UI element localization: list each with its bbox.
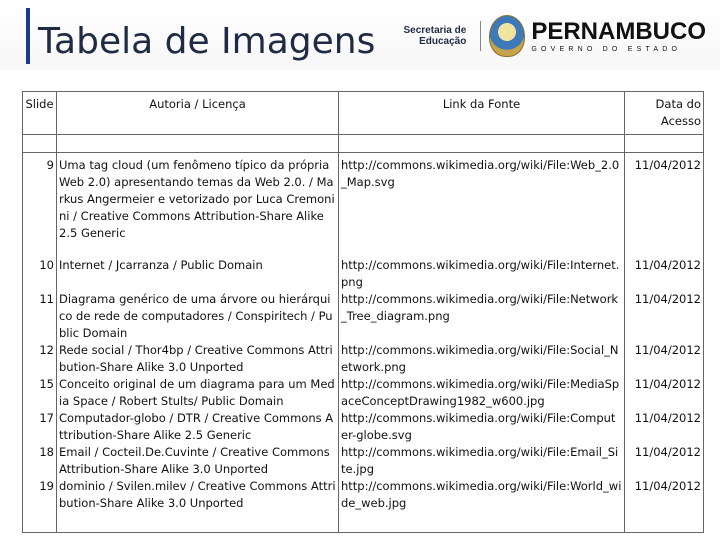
source-link[interactable]: http://commons.wikimedia.org/wiki/File:World_wide_web.jpg: [339, 478, 625, 533]
table-row: [23, 342, 704, 376]
table-row: [23, 153, 704, 258]
access-date: 11/04/2012: [625, 444, 704, 478]
table-row: [23, 257, 704, 291]
table-spacer-row: [23, 135, 704, 153]
secretaria-label: Secretaria de Educação: [403, 25, 467, 47]
column-header-date: Data do Acesso: [625, 92, 704, 135]
state-name: PERNAMBUCO: [531, 17, 706, 45]
brand-divider: [480, 21, 481, 51]
author-license: Diagrama genérico de uma árvore ou hierárquico de rede de computadores / Conspiritech / Public Domain: [57, 291, 339, 342]
access-date: 11/04/2012: [625, 257, 704, 291]
table-row: [23, 291, 704, 342]
column-header-author: Autoria / Licença: [57, 92, 339, 135]
slide-number: 11: [23, 291, 57, 342]
title-accent-bar: [26, 8, 30, 64]
government-brand: [404, 12, 707, 60]
slide-number: 17: [23, 410, 57, 444]
access-date: 11/04/2012: [625, 291, 704, 342]
author-license: Internet / Jcarranza / Public Domain: [57, 257, 339, 291]
author-license: Email / Cocteil.De.Cuvinte / Creative Commons Attribution-Share Alike 3.0 Unported: [57, 444, 339, 478]
source-link[interactable]: http://commons.wikimedia.org/wiki/File:Email_Site.jpg: [339, 444, 625, 478]
source-link[interactable]: http://commons.wikimedia.org/wiki/File:Network_Tree_diagram.png: [339, 291, 625, 342]
slide-number: 15: [23, 376, 57, 410]
column-header-slide: Slide: [23, 92, 57, 135]
source-link[interactable]: http://commons.wikimedia.org/wiki/File:MediaSpaceConceptDrawing1982_w600.jpg: [339, 376, 625, 410]
source-link[interactable]: http://commons.wikimedia.org/wiki/File:Internet.png: [339, 257, 625, 291]
table-row: [23, 410, 704, 444]
slide-header: [0, 0, 720, 70]
access-date: 11/04/2012: [625, 153, 704, 258]
slide-number: 9: [23, 153, 57, 258]
column-header-link: Link da Fonte: [339, 92, 625, 135]
slide-number: 12: [23, 342, 57, 376]
coat-of-arms-icon: [489, 15, 525, 57]
table-row: [23, 478, 704, 533]
source-link[interactable]: http://commons.wikimedia.org/wiki/File:Social_Network.png: [339, 342, 625, 376]
source-link[interactable]: http://commons.wikimedia.org/wiki/File:Computer-globe.svg: [339, 410, 625, 444]
access-date: 11/04/2012: [625, 376, 704, 410]
state-logo: [531, 17, 706, 53]
slide-number: 18: [23, 444, 57, 478]
author-license: Uma tag cloud (um fenômeno típico da própria Web 2.0) apresentando temas da Web 2.0. / Markus Angermeier e vetorizado por Luca Cremonini / Creative Commons Attribution-Share Alike 2.5 Generic: [57, 153, 339, 258]
page-title: Tabela de Imagens: [38, 21, 376, 62]
access-date: 11/04/2012: [625, 478, 704, 533]
author-license: Conceito original de um diagrama para um Media Space / Robert Stults/ Public Domain: [57, 376, 339, 410]
table-header-row: [23, 92, 704, 135]
state-subtitle: GOVERNO DO ESTADO: [531, 45, 682, 53]
access-date: 11/04/2012: [625, 342, 704, 376]
source-link[interactable]: http://commons.wikimedia.org/wiki/File:Web_2.0_Map.svg: [339, 153, 625, 258]
author-license: Rede social / Thor4bp / Creative Commons Attribution-Share Alike 3.0 Unported: [57, 342, 339, 376]
slide-number: 19: [23, 478, 57, 533]
author-license: dominio / Svilen.milev / Creative Commons Attribution-Share Alike 3.0 Unported: [57, 478, 339, 533]
image-credits-table: [22, 91, 704, 533]
table-row: [23, 444, 704, 478]
table-row: [23, 376, 704, 410]
slide-number: 10: [23, 257, 57, 291]
author-license: Computador-globo / DTR / Creative Commons Attribution-Share Alike 2.5 Generic: [57, 410, 339, 444]
access-date: 11/04/2012: [625, 410, 704, 444]
